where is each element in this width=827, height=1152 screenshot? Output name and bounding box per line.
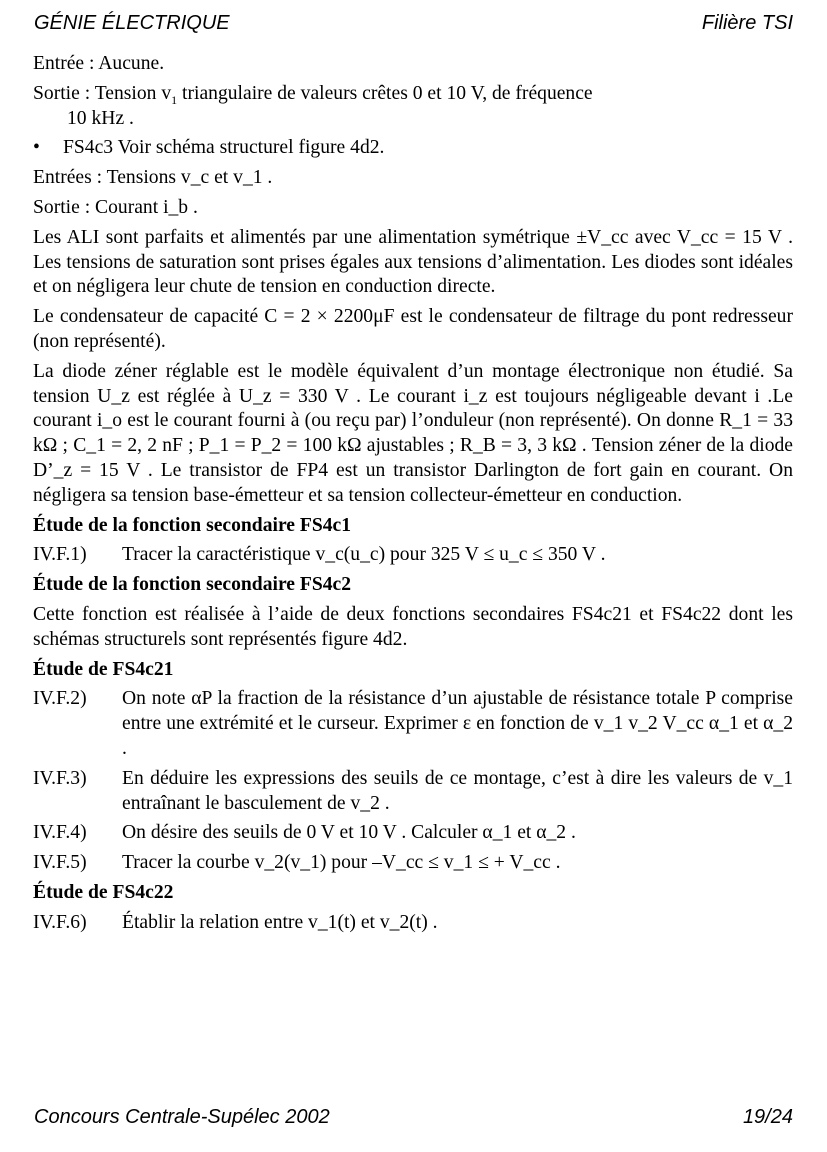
question-ivf5 bbox=[33, 851, 793, 876]
footer-source: Concours Centrale-Supélec 2002 bbox=[34, 1106, 330, 1128]
question-number: IV.F.4) bbox=[33, 822, 87, 844]
output-desc: triangulaire de valeurs crêtes 0 et 10 V, de fréquence bbox=[177, 82, 593, 104]
question-number: IV.F.1) bbox=[33, 544, 87, 566]
question-text: On désire des seuils de 0 V et 10 V . Calculer α_1 et α_2 . bbox=[122, 822, 576, 844]
output-sub: 1 bbox=[171, 92, 178, 107]
input-line: Entrée : Aucune. bbox=[33, 53, 165, 74]
question-ivf6 bbox=[33, 911, 793, 936]
condenser-paragraph: Le condensateur de capacité C = 2 × 2200μF est le condensateur de filtrage du pont redresseur (non représenté). bbox=[33, 306, 793, 352]
output-label: Sortie : Tension v bbox=[33, 82, 172, 104]
fs4c2-paragraph: Cette fonction est réalisée à l’aide de deux fonctions secondaires FS4c21 et FS4c22 dont les schémas structurels sont représentés figure 4d2. bbox=[33, 603, 793, 650]
question-number: IV.F.5) bbox=[33, 852, 87, 874]
question-ivf2 bbox=[33, 687, 793, 761]
question-text: En déduire les expressions des seuils de ce montage, c’est à dire les valeurs de v_1 entraînant le basculement de v_2 . bbox=[122, 767, 793, 814]
bullet-text: FS4c3 Voir schéma structurel figure 4d2. bbox=[63, 137, 385, 159]
output-freq: 10 kHz . bbox=[67, 107, 134, 129]
page-number: 19/24 bbox=[742, 1106, 793, 1128]
inputs-line: Entrées : Tensions v_c et v_1 . bbox=[33, 167, 273, 189]
question-ivf1 bbox=[33, 543, 793, 568]
question-ivf3 bbox=[33, 767, 793, 817]
header-track: Filière TSI bbox=[701, 12, 793, 34]
zener-paragraph: La diode zéner réglable est le modèle équivalent d’un montage électronique non étudié. Sa tension U_z est réglée à U_z = 330 V . Le courant i_z est toujours négligeable devant i .Le courant i_o est le courant fourni à (ou reçu par) l’onduleur (non représenté). On donne R_1 = 33 kΩ ; C_1 = 2, 2 nF ; P_1 = P_2 = 100 kΩ ajustables ; R_B = 3, 3 kΩ . Tension zéner de la diode D’_z = 15 V . Le transistor de FP4 est un transistor Darlington de fort gain en courant. On négligera sa tension base-émetteur et sa tension collecteur-émetteur en conduction. bbox=[33, 360, 793, 506]
section-heading-fs4c2: Étude de la fonction secondaire FS4c2 bbox=[33, 574, 352, 596]
output-line bbox=[33, 82, 793, 132]
question-text: Établir la relation entre v_1(t) et v_2(t) . bbox=[122, 911, 438, 933]
question-ivf4 bbox=[33, 821, 793, 846]
header-title: GÉNIE ÉLECTRIQUE bbox=[34, 12, 230, 34]
question-number: IV.F.3) bbox=[33, 767, 87, 789]
question-text: Tracer la courbe v_2(v_1) pour –V_cc ≤ v_1 ≤ + V_cc . bbox=[122, 852, 561, 874]
question-number: IV.F.2) bbox=[33, 688, 87, 710]
ali-paragraph: Les ALI sont parfaits et alimentés par une alimentation symétrique ±V_cc avec V_cc = 15 V . Les tensions de saturation sont prises égales aux tensions d’alimentation. Les diodes sont idéales et on négligera leur chute de tension en conduction directe. bbox=[33, 226, 793, 298]
section-heading-fs4c1: Étude de la fonction secondaire FS4c1 bbox=[33, 514, 352, 536]
question-text: Tracer la caractéristique v_c(u_c) pour 325 V ≤ u_c ≤ 350 V . bbox=[122, 544, 606, 566]
question-text: On note αP la fraction de la résistance d’un ajustable de résistance totale P comprise entre une extrémité et le curseur. Exprimer ε en fonction de v_1 v_2 V_cc α_1 et α_2 . bbox=[122, 688, 793, 759]
bullet-icon: • bbox=[33, 137, 40, 159]
bullet-fs4c3 bbox=[33, 136, 793, 161]
question-number: IV.F.6) bbox=[33, 911, 87, 933]
section-heading-fs4c22: Étude de FS4c22 bbox=[33, 881, 174, 903]
output2-line: Sortie : Courant i_b . bbox=[33, 196, 198, 218]
section-heading-fs4c21: Étude de FS4c21 bbox=[33, 658, 174, 680]
page-body bbox=[33, 52, 793, 941]
